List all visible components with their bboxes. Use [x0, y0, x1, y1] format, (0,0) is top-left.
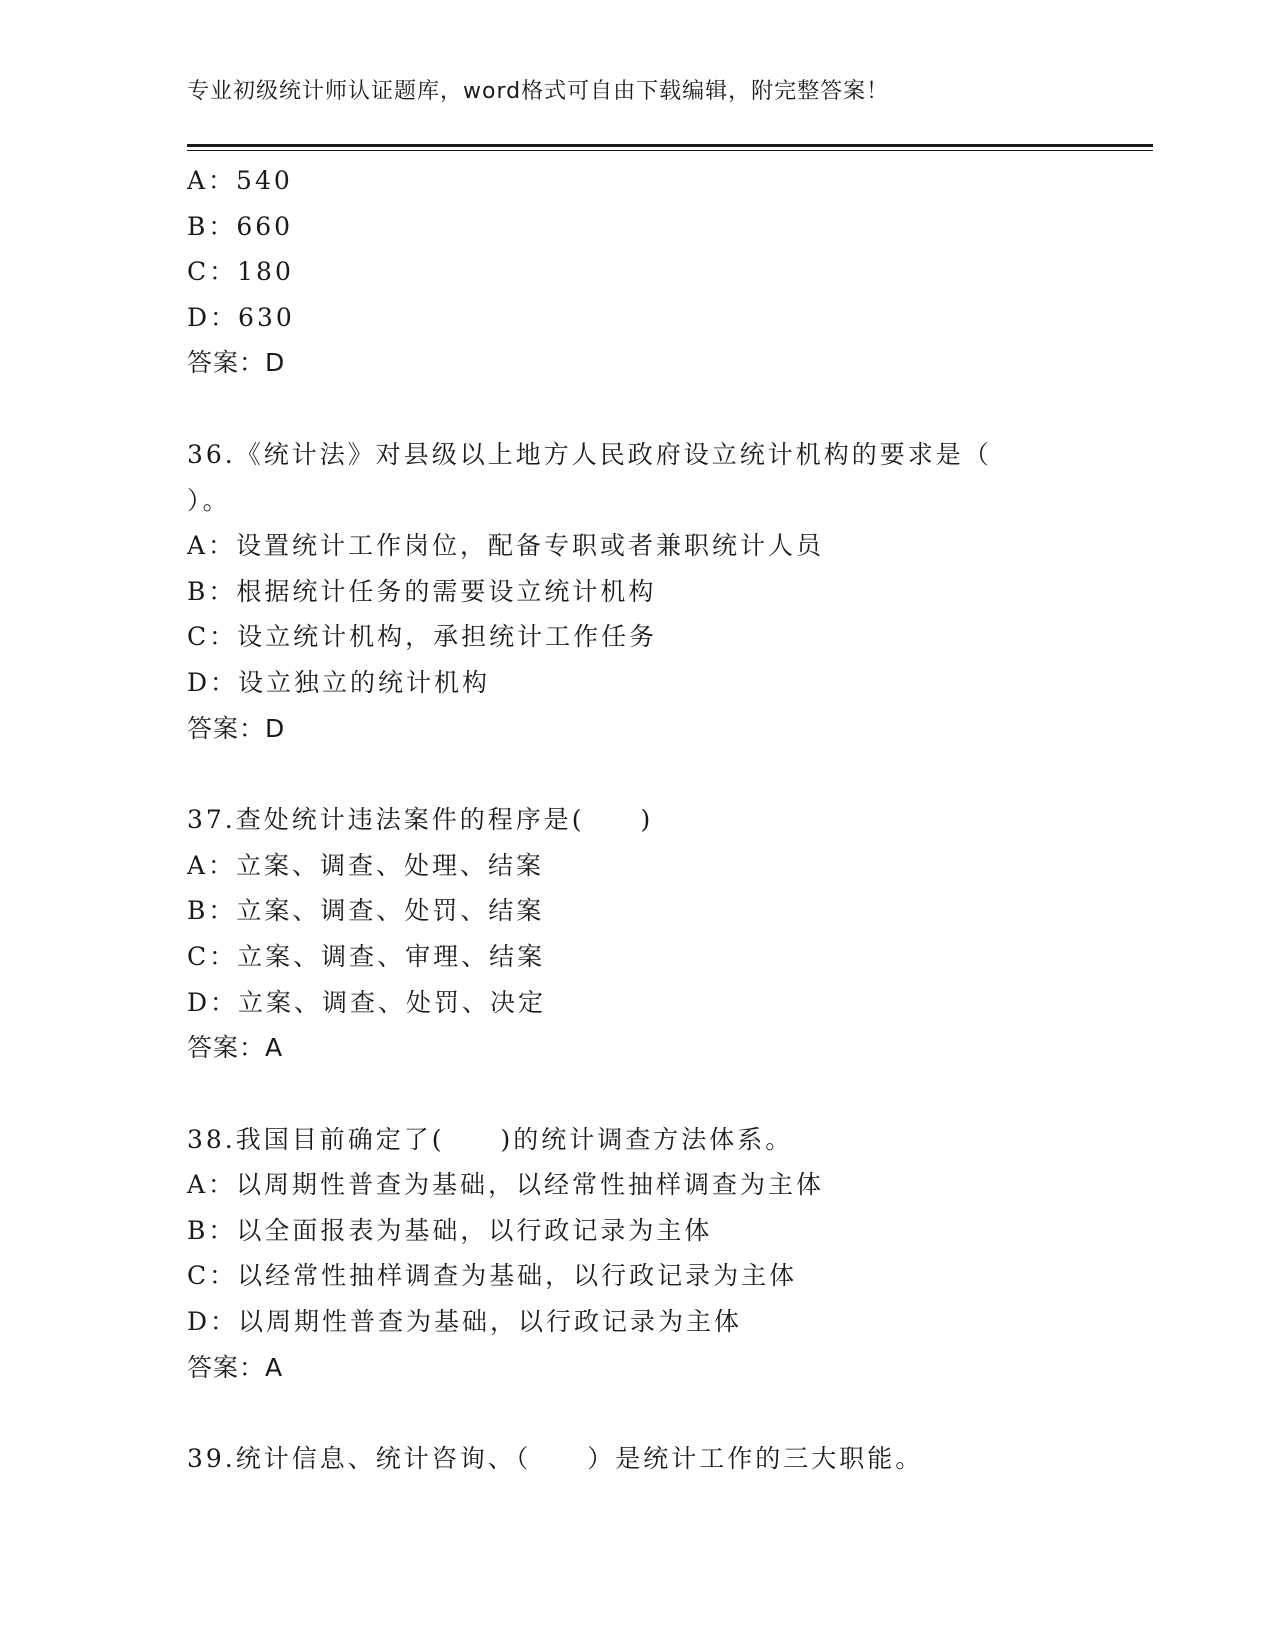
answer: 答案：D: [187, 348, 286, 378]
option-b: B：以全面报表为基础，以行政记录为主体: [187, 1215, 713, 1245]
option-c: C：设立统计机构，承担统计工作任务: [187, 622, 658, 652]
question-stem-continued: ）。: [187, 485, 231, 515]
option-c: C：立案、调查、审理、结案: [187, 941, 546, 971]
option-a: A：540: [187, 166, 293, 195]
question-38: [187, 1117, 1153, 1391]
option-d: D：立案、调查、处罚、决定: [187, 987, 547, 1017]
option-d: D：630: [187, 302, 295, 332]
question-stem: 38.我国目前确定了( )的统计调查方法体系。: [187, 1124, 794, 1154]
option-d: D：以周期性普查为基础，以行政记录为主体: [187, 1307, 743, 1337]
option-b: B：根据统计任务的需要设立统计机构: [187, 576, 657, 606]
option-d: D：设立独立的统计机构: [187, 667, 491, 697]
question-stem: 36.《统计法》对县级以上地方人民政府设立统计机构的要求是（: [187, 439, 992, 469]
answer: 答案：D: [187, 713, 286, 743]
answer: 答案：A: [187, 1352, 284, 1382]
document-content: [187, 158, 1153, 1482]
option-a: A：设置统计工作岗位，配备专职或者兼职统计人员: [187, 531, 825, 561]
question-39: [187, 1436, 1153, 1482]
question-36: [187, 432, 1153, 751]
page-header: 专业初级统计师认证题库，word格式可自由下载编辑，附完整答案！: [187, 79, 890, 104]
option-c: C：180: [187, 257, 294, 287]
header-rule-thin: [187, 150, 1153, 151]
header-rule-thick: [187, 144, 1153, 147]
option-a: A：立案、调查、处理、结案: [187, 850, 545, 880]
option-a: A：以周期性普查为基础，以经常性抽样调查为主体: [187, 1170, 825, 1200]
answer: 答案：A: [187, 1033, 284, 1063]
question-prev: [187, 158, 1153, 386]
question-stem: 37.查处统计违法案件的程序是( ): [187, 805, 654, 835]
option-b: B：立案、调查、处罚、结案: [187, 896, 545, 926]
question-37: [187, 797, 1153, 1071]
option-b: B：660: [187, 211, 294, 241]
question-stem: 39.统计信息、统计咨询、（ ）是统计工作的三大职能。: [187, 1444, 924, 1474]
option-c: C：以经常性抽样调查为基础，以行政记录为主体: [187, 1261, 798, 1291]
